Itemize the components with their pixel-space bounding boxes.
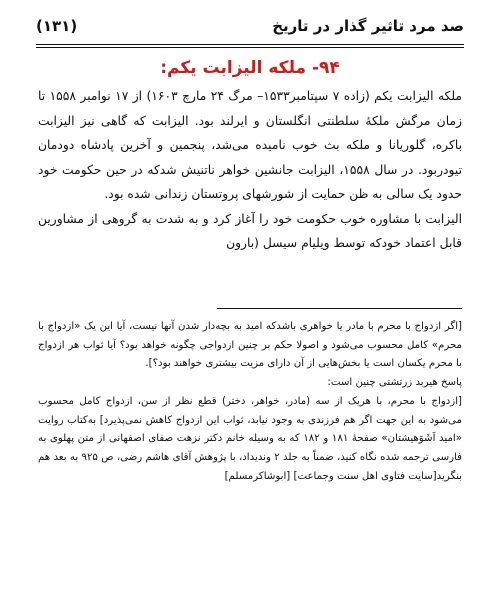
footnotes [38,318,462,486]
body-paragraph-1: ملکه الیزابت یکم (زاده ۷ سپتامبر۱۵۳۳– مرگ ۲۴ مارچ ۱۶۰۳) از ۱۷ نوامبر ۱۵۵۸ تا زمان مرگش ملکهٔ سلطنتی انگلستان و ایرلند بود. الیزابت که گاهی نیز الیزابت باکره، گلوریانا و ملکه بث خوب نامیده می‌شد، پنجمین و آخرین پادشاه دودمان تیودربود. در سال ۱۵۵۸، الیزابت جانشین خواهر ناتنیش شدکه در حین حکومت خود حدود یک سالی به ظن حمایت از شورشهای پروتستان زندانی شده بود. [38,89,463,201]
main-text [38,84,462,256]
body-paragraph-2: الیزابت با مشاوره خوب حکومت خود را آغاز کرد و به شدت به گروهی از مشاورین قابل اعتماد خودکه توسط ویلیام سیسل (بارون [38,211,462,250]
header-divider [36,44,464,48]
book-title: صد مرد تاثیر گذار در تاریخ [272,17,464,35]
section-heading: ۹۴- ملکه الیزابت یکم: [160,58,340,78]
footnote-divider [217,308,462,309]
footnote-1: [اگر ازدواج با محرم با مادر یا خواهری باشدکه امید به بچه‌دار شدن آنها نیست، آیا این یک «ازدواج با محرم» کامل محسوب می‌شود و اصولا حکم بر چنین ازدواجی چگونه خواهد بود؟ آیا ثواب هر ازدواج با محرم یکسان است یا بخش‌هایی از آن دارای مزیت بیشتری خواهند بود؟]. [38,321,462,370]
page-header [36,12,464,40]
footnote-2: پاسخ هیربد زرتشتی چنین است: [327,377,462,389]
footnote-3: [ازدواج با محرم، با هریک از سه (مادر، خواهر، دختر) قطع نظر از سن، ازدواج کامل محسوب می‌شود به این جهت اگر هم فرزندی به وجود نیابد، ثواب این ازدواج کاهش نمی‌پذیرد] به‌کتاب روایت «امید اَشَوَهیشتان» صفحهٔ ۱۸۱ و ۱۸۲ که به وسیله خانم دکتر نزهت صفای اصفهانی از متن پهلوی به فارسی ترجمه شده نگاه کنید، ضمناً به جلد ۲ وندیداد، با پژوهش آقای هاشم رضی، ص ۹۲۵ به بعد هم بنگرید[سایت فتاوی اهل سنت وجماعت] [ابوشاکرمسلم] [38,395,463,482]
page-number: (۱۳۱) [36,17,78,35]
